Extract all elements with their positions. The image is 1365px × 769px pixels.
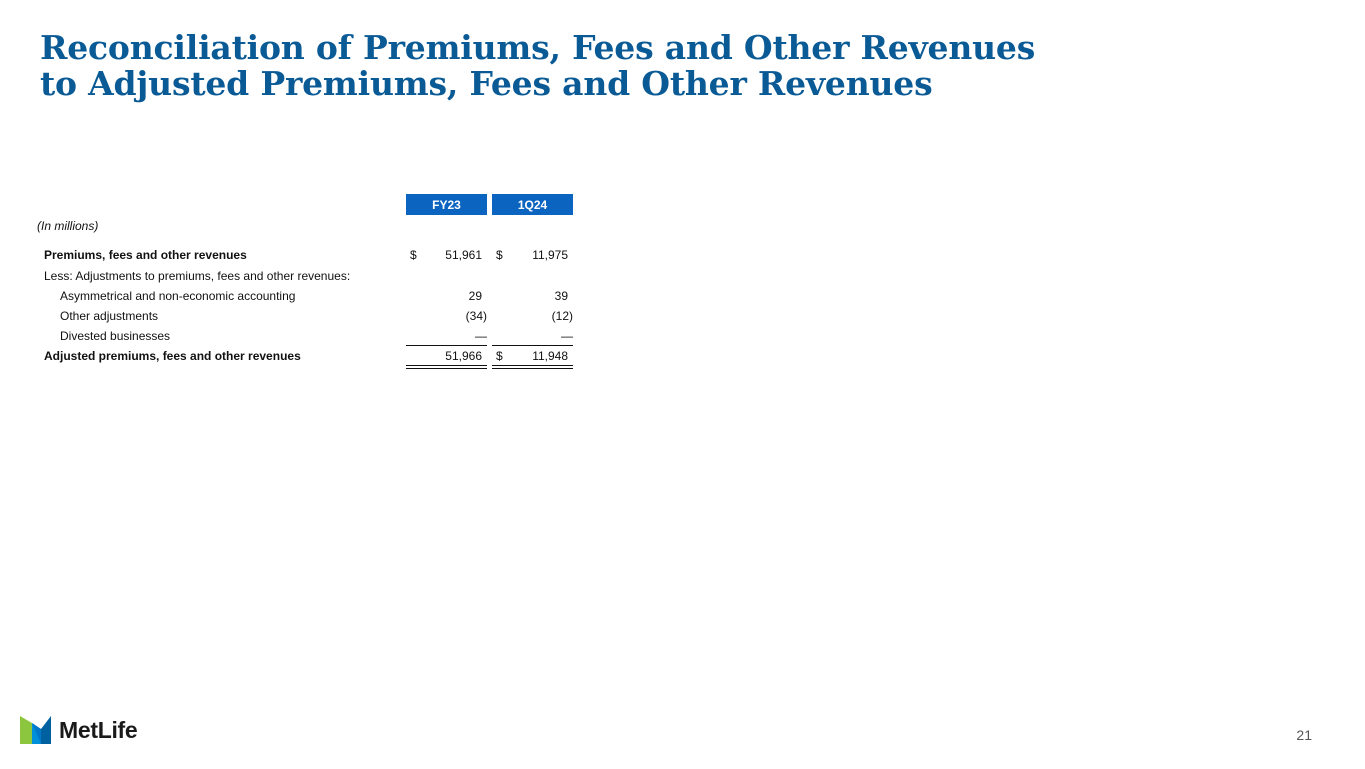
row-label: Adjusted premiums, fees and other revenues bbox=[44, 349, 301, 363]
value-1q24: — bbox=[561, 329, 573, 343]
column-header-fy23: FY23 bbox=[406, 194, 487, 215]
dollar-sign: $ bbox=[496, 349, 503, 363]
table-row-less-adjustments bbox=[0, 266, 600, 286]
title-line-1: Reconciliation of Premiums, Fees and Other Revenues bbox=[40, 28, 1036, 67]
column-header-1q24: 1Q24 bbox=[492, 194, 573, 215]
row-label: Other adjustments bbox=[60, 309, 159, 323]
total-double-rule-1q24 bbox=[492, 365, 573, 369]
table-row-other-adjustments bbox=[0, 306, 600, 326]
row-label: Premiums, fees and other revenues bbox=[44, 248, 247, 262]
value-1q24: 11,975 bbox=[532, 248, 568, 262]
value-1q24: 39 bbox=[554, 289, 568, 303]
table-row-divested-businesses bbox=[0, 326, 600, 346]
metlife-wordmark: MetLife bbox=[59, 716, 138, 743]
value-fy23: 51,961 bbox=[445, 248, 482, 262]
page-number: 21 bbox=[1296, 727, 1312, 743]
value-fy23: — bbox=[475, 329, 487, 343]
value-fy23: (34) bbox=[465, 309, 487, 323]
row-label: Less: Adjustments to premiums, fees and other revenues: bbox=[44, 269, 351, 283]
table-row-premiums-fees bbox=[0, 245, 600, 265]
dollar-sign: $ bbox=[410, 248, 417, 262]
title-line-2: to Adjusted Premiums, Fees and Other Revenues bbox=[40, 64, 933, 103]
slide-title bbox=[40, 30, 1035, 102]
total-double-rule-fy23 bbox=[406, 365, 487, 369]
row-label: Divested businesses bbox=[60, 329, 171, 343]
dollar-sign: $ bbox=[496, 248, 503, 262]
units-note: (In millions) bbox=[37, 219, 99, 233]
table-row-asymmetrical bbox=[0, 286, 600, 306]
row-label: Asymmetrical and non-economic accounting bbox=[60, 289, 296, 303]
value-fy23: 29 bbox=[468, 289, 482, 303]
value-1q24: 11,948 bbox=[532, 349, 568, 363]
table-row-adjusted-premiums bbox=[0, 346, 600, 366]
metlife-logo-icon bbox=[20, 716, 51, 744]
value-1q24: (12) bbox=[551, 309, 573, 323]
value-fy23: 51,966 bbox=[445, 349, 482, 363]
metlife-logo bbox=[20, 716, 137, 744]
